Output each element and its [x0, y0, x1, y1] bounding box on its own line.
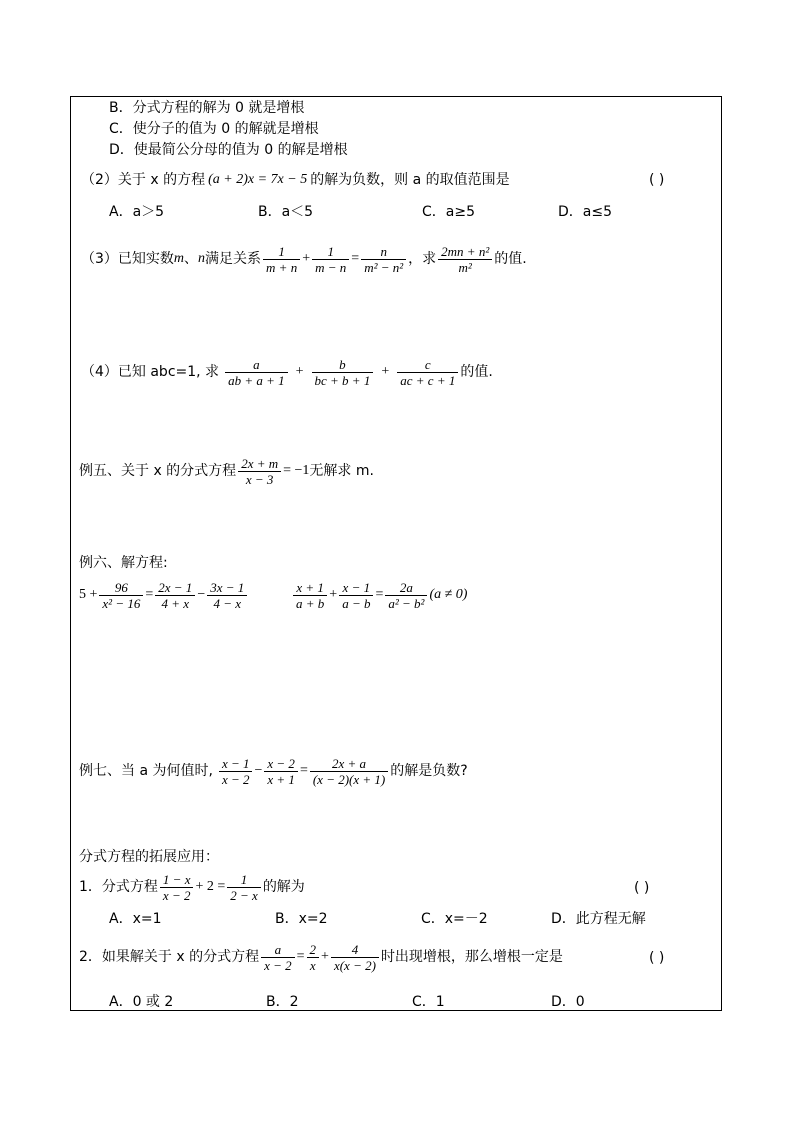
q4-plus-1: + — [295, 364, 304, 379]
ex7-fraction-1: $\frac{x - 1}{x - 2}$ — [219, 756, 253, 787]
question-3 — [81, 239, 527, 279]
q3-var-m: m — [173, 251, 185, 266]
ext-p2-equals: = — [296, 949, 305, 964]
q4-fraction-3: $\frac{c}{ac + c + 1}$ — [397, 357, 458, 388]
ex7-fraction-3: $\frac{2x + a}{(x - 2)(x + 1)}$ — [310, 756, 388, 787]
ext-p1-mid: + 2 = — [195, 879, 226, 894]
ext-p2-plus: + — [321, 949, 329, 964]
q3-var-n: n — [198, 251, 206, 266]
ex6-e2-condition: (a ≠ 0) — [429, 587, 468, 602]
ext-p1-option-b: B．x=2 — [275, 911, 328, 927]
ext-p1-option-a: A．x=1 — [109, 911, 162, 927]
example-6-title: 例六、解方程: — [79, 555, 168, 571]
q4-fraction-1: $\frac{a}{ab + a + 1}$ — [225, 357, 288, 388]
q4-suffix: 的值. — [460, 364, 493, 380]
q1-option-b: B．分式方程的解为 0 就是增根 — [109, 100, 305, 116]
ext-p2-option-c: C．1 — [412, 994, 445, 1010]
ex5-prefix: 例五、关于 x 的分式方程 — [79, 463, 237, 479]
ex7-minus: − — [254, 763, 263, 778]
example-7 — [79, 751, 468, 791]
example-5 — [79, 451, 374, 491]
q3-fraction-1: $\frac{1}{m + n}$ — [263, 244, 300, 275]
ex6-e1-fraction-3: $\frac{3x - 1}{4 - x}$ — [207, 580, 247, 611]
ex6-e2-plus: + — [329, 587, 338, 602]
q1-option-c: C．使分子的值为 0 的解就是增根 — [109, 121, 319, 137]
ex6-e1-fraction-1: $\frac{96}{\text{x² − 16}}$ — [99, 580, 143, 611]
ext-p1-prefix: 1．分式方程 — [79, 879, 158, 895]
ex6-e2-fraction-2: $\frac{x - 1}{a - b}$ — [339, 580, 373, 611]
q3-fraction-4: $\frac{\text{2mn + n²}}{\text{m²}}$ — [438, 244, 492, 275]
extension-problem-1 — [79, 867, 305, 907]
ex6-e2-fraction-3: $\frac{2a}{\text{a² − b²}}$ — [385, 580, 427, 611]
q2-option-c: C．a≥5 — [422, 204, 475, 220]
ex6-e2-fraction-1: $\frac{x + 1}{a + b}$ — [293, 580, 327, 611]
ex7-prefix: 例七、当 a 为何值时, — [79, 763, 213, 779]
ext-p2-prefix: 2．如果解关于 x 的分式方程 — [79, 949, 260, 965]
q3-plus: + — [302, 251, 311, 266]
q2-equation: (a + 2)x = 7x − 5 — [208, 172, 308, 187]
q3-equals: = — [351, 251, 360, 266]
ext-p2-fraction-1: $\frac{a}{x - 2}$ — [261, 942, 295, 973]
ext-p2-option-a: A．0 或 2 — [109, 994, 174, 1010]
ext-p1-option-c: C．x=－2 — [421, 911, 488, 927]
q3-prefix: （3）已知实数 — [81, 251, 174, 267]
ex7-equals: = — [299, 763, 308, 778]
q2-option-d: D．a≤5 — [558, 204, 612, 220]
question-4 — [81, 352, 493, 392]
q3-fraction-3: $\frac{n}{\text{m² − n²}}$ — [361, 244, 406, 275]
q2-option-b: B．a＜5 — [258, 204, 314, 220]
ex6-e2-equals: = — [375, 587, 384, 602]
q1-option-d: D．使最简公分母的值为 0 的解是增根 — [109, 142, 348, 158]
ext-p2-answer-paren: ( ) — [649, 950, 665, 966]
extension-problem-2 — [79, 937, 563, 977]
q4-plus-2: + — [381, 364, 390, 379]
ex5-fraction: $\frac{2x + m}{x - 3}$ — [238, 456, 281, 487]
worksheet-frame — [70, 96, 722, 1011]
example-6-equation-1 — [79, 575, 249, 615]
q2-suffix: 的解为负数，则 a 的取值范围是 — [310, 172, 510, 188]
q3-sep: 、 — [184, 251, 199, 267]
ext-p1-option-d: D．此方程无解 — [551, 911, 646, 927]
ext-p1-suffix: 的解为 — [262, 879, 305, 895]
q4-fraction-2: $\frac{b}{bc + b + 1}$ — [312, 357, 374, 388]
example-6-equation-2 — [291, 575, 467, 615]
ex7-suffix: 的解是负数? — [390, 763, 468, 779]
q4-prefix: （4）已知 abc=1, 求 — [81, 364, 220, 380]
ext-p2-fraction-3: $\frac{4}{x(x - 2)}$ — [331, 942, 379, 973]
ext-p1-fraction-1: $\frac{1 - x}{x - 2}$ — [160, 872, 194, 903]
q3-mid: 满足关系 — [205, 251, 262, 267]
q3-ask: ，求 — [408, 251, 437, 267]
ext-p2-option-d: D．0 — [551, 994, 585, 1010]
ex7-fraction-2: $\frac{x - 2}{x + 1}$ — [264, 756, 298, 787]
ex5-rhs: = −1 — [283, 463, 310, 478]
ex5-suffix: 无解求 m. — [309, 463, 374, 479]
ext-p1-fraction-2: $\frac{1}{2 - x}$ — [227, 872, 261, 903]
ex6-e1-fraction-2: $\frac{2x - 1}{4 + x}$ — [155, 580, 195, 611]
q3-fraction-2: $\frac{1}{m - n}$ — [312, 244, 349, 275]
ex6-e1-minus: − — [197, 587, 206, 602]
q2-option-a: A．a＞5 — [109, 204, 165, 220]
extension-title: 分式方程的拓展应用： — [79, 849, 219, 865]
ext-p1-answer-paren: ( ) — [634, 880, 650, 896]
ext-p2-option-b: B．2 — [266, 994, 299, 1010]
ext-p2-suffix: 时出现增根，那么增根一定是 — [380, 949, 563, 965]
ex6-e1-equals: = — [145, 587, 154, 602]
q2-answer-paren: ( ) — [649, 172, 665, 188]
ext-p2-fraction-2: $\frac{2}{x}$ — [307, 942, 320, 973]
question-2 — [81, 169, 510, 191]
q2-prefix: （2）关于 x 的方程 — [81, 172, 206, 188]
q3-suffix: 的值. — [494, 251, 527, 267]
ex6-e1-lead: 5 + — [79, 587, 98, 602]
